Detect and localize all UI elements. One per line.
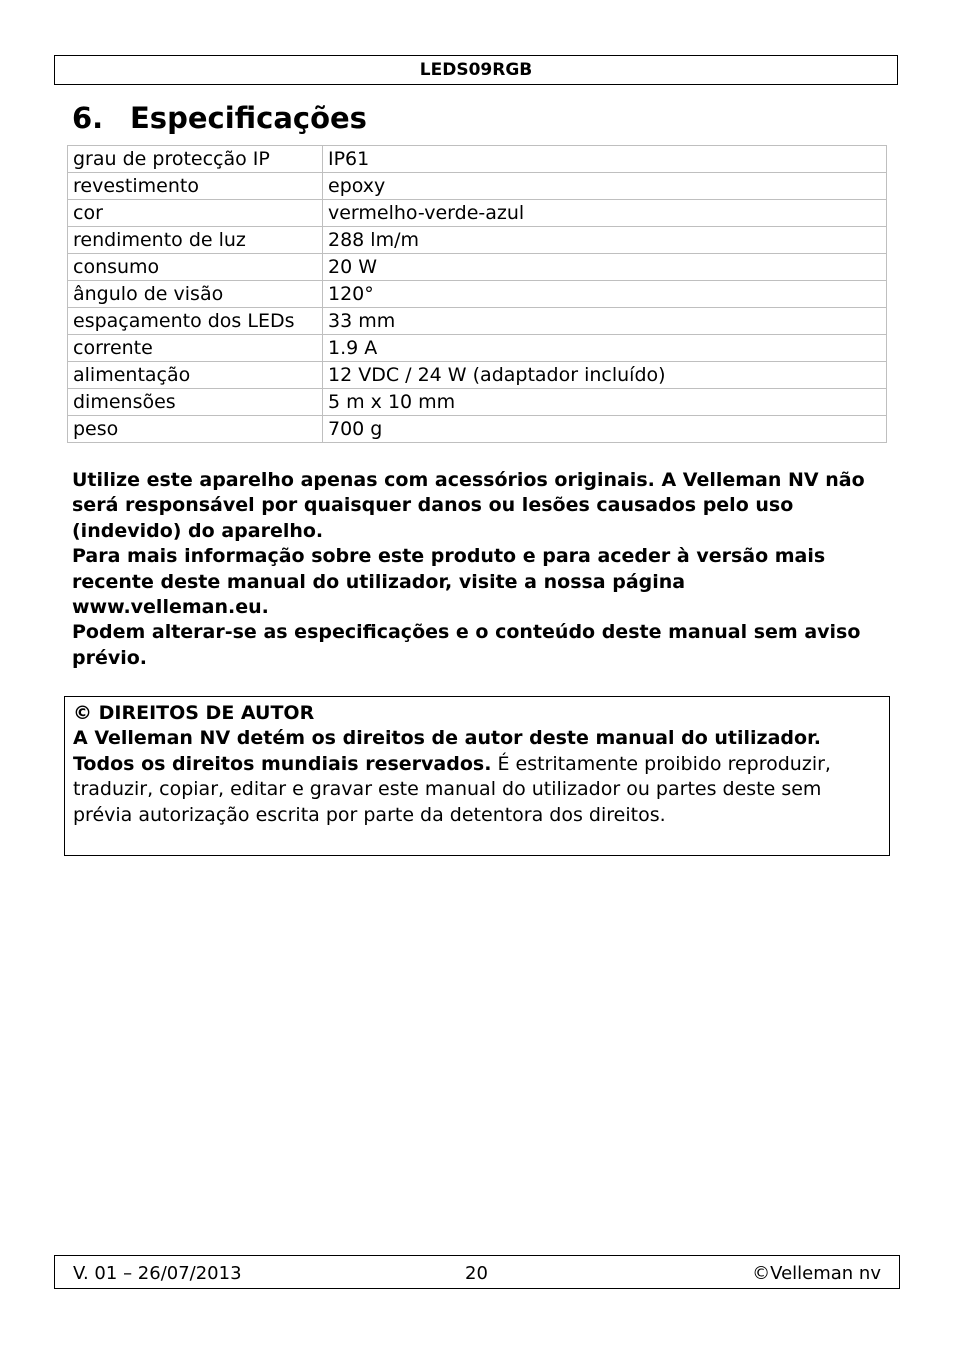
table-row [68,200,887,227]
specifications-table [67,145,887,443]
notice-block [72,468,882,671]
spec-value: 5 m x 10 mm [323,389,887,416]
table-row [68,389,887,416]
spec-value: 1.9 A [323,335,887,362]
table-row [68,362,887,389]
spec-label: peso [68,416,323,443]
table-row [68,335,887,362]
spec-label: alimentação [68,362,323,389]
notice-changes: Podem alterar-se as especificações e o conteúdo deste manual sem aviso prévio. [72,621,861,669]
notice-more-info: Para mais informação sobre este produto e para aceder à versão mais recente deste manual do utilizador, visite a nossa página www.velleman.eu. [72,545,826,619]
spec-label: dimensões [68,389,323,416]
table-row [68,308,887,335]
copyright-bold-text: A Velleman NV detém os direitos de autor deste manual do utilizador. Todos os direitos mundiais reservados. [73,727,821,775]
spec-label: grau de protecção IP [68,146,323,173]
spec-value: 12 VDC / 24 W (adaptador incluído) [323,362,887,389]
spec-label: consumo [68,254,323,281]
table-row [68,416,887,443]
section-heading: Especificações [130,101,367,135]
table-row [68,254,887,281]
spec-label: cor [68,200,323,227]
spec-value: 20 W [323,254,887,281]
section-number: 6. [72,101,104,135]
footer-owner: ©Velleman nv [752,1263,881,1284]
table-row [68,173,887,200]
footer-page-number: 20 [465,1263,488,1284]
copyright-normal-text: É estritamente proibido reproduzir, traduzir, copiar, editar e gravar este manual do utilizador ou partes deste sem prévia autorização escrita por parte da detentora dos direitos. [73,752,831,826]
model-name: LEDS09RGB [419,60,533,80]
footer-box [54,1255,900,1289]
table-row [68,146,887,173]
notice-accessories: Utilize este aparelho apenas com acessórios originais. A Velleman NV não será responsável por quaisquer danos ou lesões causados pelo uso (indevido) do aparelho. [72,469,865,542]
spec-value: 33 mm [323,308,887,335]
footer-version: V. 01 – 26/07/2013 [73,1263,242,1284]
spec-value: IP61 [323,146,887,173]
spec-value: epoxy [323,173,887,200]
section-title [72,98,367,138]
copyright-heading: © DIREITOS DE AUTOR [73,702,315,724]
spec-label: ângulo de visão [68,281,323,308]
spec-label: corrente [68,335,323,362]
header-box [54,55,898,85]
copyright-box [64,696,890,856]
table-row [68,281,887,308]
table-row [68,227,887,254]
spec-value: 700 g [323,416,887,443]
spec-label: revestimento [68,173,323,200]
spec-value: vermelho-verde-azul [323,200,887,227]
spec-value: 120° [323,281,887,308]
spec-label: rendimento de luz [68,227,323,254]
spec-label: espaçamento dos LEDs [68,308,323,335]
spec-value: 288 lm/m [323,227,887,254]
